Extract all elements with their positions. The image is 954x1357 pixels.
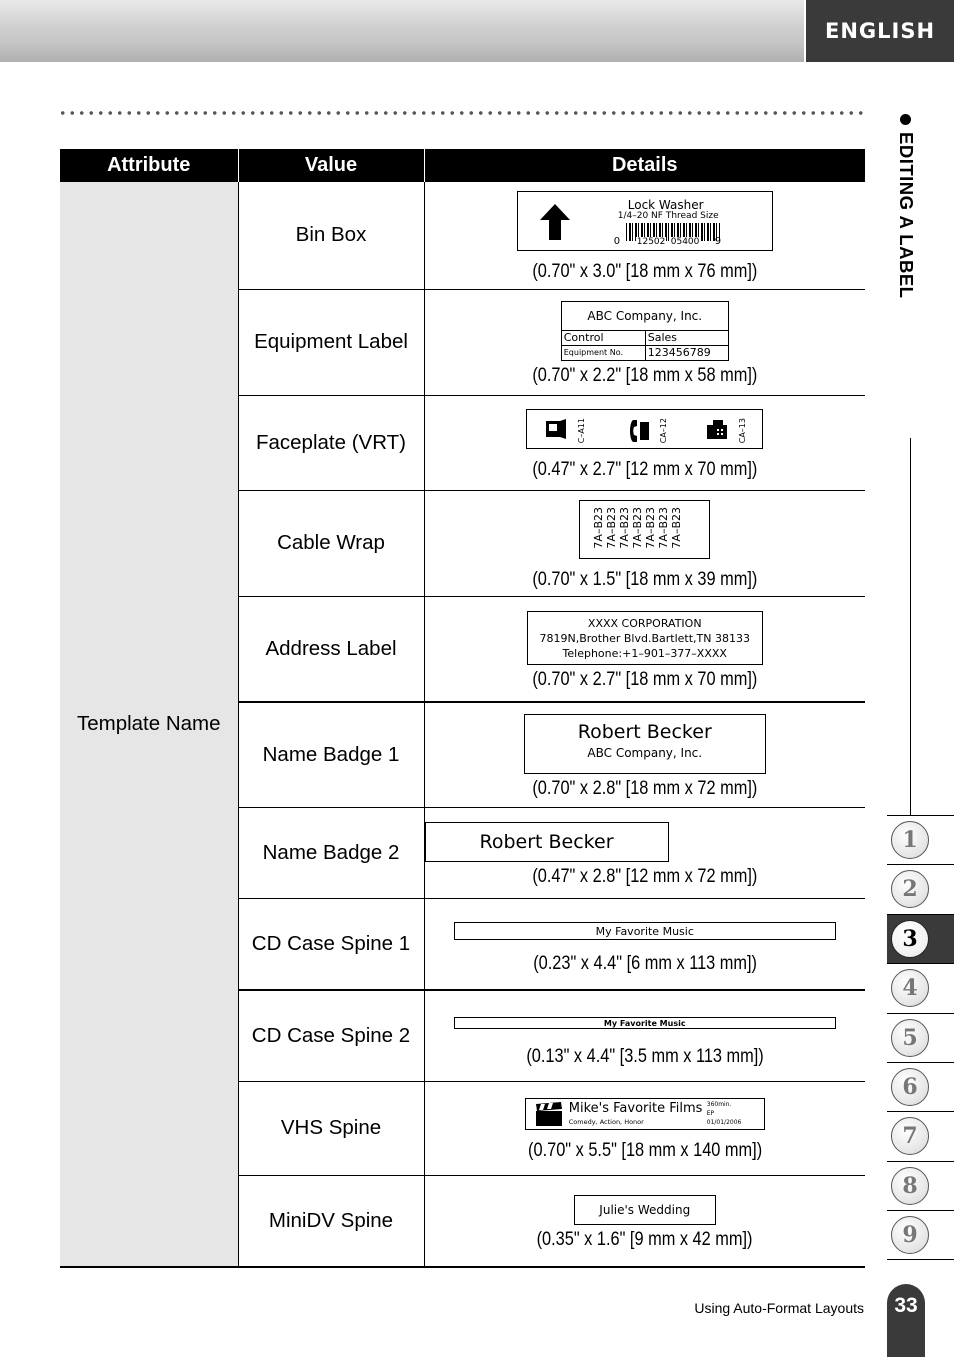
cd-spine-2-sample: My Favorite Music (454, 1017, 836, 1029)
name-badge-1-sample (524, 714, 766, 774)
size-text: (0.23" x 4.4" [6 mm x 113 mm]) (532, 952, 757, 974)
cable-text: 7A–B23 (670, 506, 684, 549)
value-cell: Faceplate (VRT) (238, 395, 424, 490)
value-cell: Address Label (238, 596, 424, 702)
equip-cell: 123456789 (647, 346, 711, 359)
cable-text: 7A–B23 (657, 506, 671, 549)
page-number: 33 (887, 1284, 925, 1357)
vhs-subtitle: Comedy, Action, Honor (568, 1118, 644, 1126)
cd-spine-1-sample: My Favorite Music (454, 922, 836, 940)
details-cell (424, 1175, 865, 1267)
chapter-nav-end (887, 1259, 954, 1260)
barcode-digit: 0 (613, 236, 621, 248)
faceplate-text: CA–13 (738, 417, 748, 443)
equipment-label-sample (561, 301, 729, 361)
chapter-number: 5 (891, 1019, 929, 1057)
section-title: EDITING A LABEL (896, 132, 917, 299)
table-header-row (60, 149, 865, 182)
size-text: (0.47" x 2.7" [12 mm x 70 mm]) (532, 458, 758, 480)
chapter-number: 2 (891, 870, 929, 908)
size-text: (0.70" x 2.2" [18 mm x 58 mm]) (532, 365, 758, 386)
chapter-number: 6 (891, 1068, 929, 1106)
address-line: Telephone:+1–901–377–XXXX (562, 646, 727, 660)
value-cell: Name Badge 1 (238, 702, 424, 807)
cable-text: 7A–B23 (605, 506, 619, 549)
dotted-divider (58, 109, 866, 117)
vhs-meta: EP (706, 1110, 715, 1117)
vhs-title: Mike's Favorite Films (568, 1101, 703, 1116)
minidv-spine-sample: Julie's Wedding (574, 1195, 716, 1225)
value-cell: Name Badge 2 (238, 807, 424, 898)
table-row (60, 182, 865, 289)
chapter-tab-7[interactable] (887, 1111, 954, 1160)
size-text: (0.70" x 2.7" [18 mm x 70 mm]) (532, 668, 758, 690)
chapter-tab-9[interactable] (887, 1210, 954, 1259)
faceplate-text: CA–12 (659, 417, 669, 443)
equip-cell: Equipment No. (562, 346, 646, 361)
chapter-tab-8[interactable] (887, 1161, 954, 1210)
vhs-meta: 360min. (706, 1101, 732, 1108)
chapter-tab-1[interactable] (887, 815, 954, 864)
chapter-number: 1 (891, 821, 929, 859)
fax-icon (705, 419, 729, 441)
chapter-tab-2[interactable] (887, 864, 954, 913)
badge-company: ABC Company, Inc. (587, 745, 703, 760)
address-line: 7819N,Brother Blvd.Bartlett,TN 38133 (539, 631, 750, 645)
details-cell (424, 289, 865, 395)
cable-text: 7A–B23 (592, 506, 606, 549)
value-cell: CD Case Spine 1 (238, 898, 424, 990)
size-text: (0.70" x 2.8" [18 mm x 72 mm]) (532, 777, 758, 799)
computer-icon (545, 419, 567, 439)
clapperboard-icon (535, 1102, 563, 1127)
equip-company: ABC Company, Inc. (562, 302, 728, 331)
cable-text: 7A–B23 (618, 506, 632, 549)
bin-subtitle: 1/4–20 NF Thread Size (617, 211, 719, 222)
value-cell: Cable Wrap (238, 490, 424, 596)
footer-text: Using Auto-Format Layouts (694, 1300, 864, 1316)
size-text: (0.35" x 1.6" [9 mm x 42 mm]) (536, 1228, 753, 1250)
chapter-tab-5[interactable] (887, 1013, 954, 1062)
details-cell (424, 807, 865, 898)
badge-name: Robert Becker (577, 720, 712, 743)
chapter-tab-6[interactable] (887, 1062, 954, 1111)
vhs-spine-sample (525, 1098, 765, 1130)
details-cell (424, 395, 865, 490)
barcode-digits: 05400 (670, 237, 700, 248)
value-cell: Equipment Label (238, 289, 424, 395)
arrow-up-icon (540, 204, 570, 240)
section-rule (910, 438, 911, 815)
size-text: (0.70" x 5.5" [18 mm x 140 mm]) (527, 1140, 762, 1161)
details-cell (424, 182, 865, 289)
header-value: Value (238, 149, 424, 182)
chapter-tab-3[interactable] (887, 914, 954, 963)
size-text: (0.13" x 4.4" [3.5 mm x 113 mm]) (526, 1045, 764, 1067)
bin-title: Lock Washer (627, 198, 704, 213)
section-bullet (900, 114, 911, 125)
details-cell (424, 490, 865, 596)
vhs-meta: 01/01/2006 (706, 1119, 742, 1126)
equip-cell: Control (562, 331, 646, 345)
header-details: Details (424, 149, 865, 182)
size-text: (0.70" x 3.0" [18 mm x 76 mm]) (532, 261, 758, 283)
cable-text: 7A–B23 (644, 506, 658, 549)
equip-cell: Sales (647, 331, 678, 344)
details-cell (424, 596, 865, 702)
chapter-tab-4[interactable] (887, 963, 954, 1012)
size-text: (0.70" x 1.5" [18 mm x 39 mm]) (532, 568, 758, 590)
details-cell (424, 990, 865, 1081)
attribute-cell: Template Name (60, 182, 238, 1267)
barcode-digit: 9 (714, 236, 722, 248)
header-band (0, 0, 804, 62)
name-badge-2-sample: Robert Becker (425, 822, 669, 862)
size-text: (0.47" x 2.8" [12 mm x 72 mm]) (532, 865, 758, 887)
phone-icon (628, 419, 650, 443)
chapter-number: 7 (891, 1117, 929, 1155)
chapter-number: 3 (891, 920, 929, 958)
cable-text: 7A–B23 (631, 506, 645, 549)
header-attribute: Attribute (60, 149, 238, 182)
barcode-digits: 12502 (636, 237, 666, 248)
value-cell: CD Case Spine 2 (238, 990, 424, 1081)
chapter-number: 4 (891, 969, 929, 1007)
language-tab: ENGLISH (806, 0, 954, 62)
cable-wrap-sample (579, 500, 710, 559)
details-cell (424, 898, 865, 990)
faceplate-text: C–A11 (577, 417, 587, 443)
value-cell: Bin Box (238, 182, 424, 289)
chapter-number: 9 (891, 1216, 929, 1254)
template-table (60, 149, 865, 1268)
bin-box-sample (517, 191, 773, 251)
chapter-number: 8 (891, 1167, 929, 1205)
details-cell (424, 702, 865, 807)
value-cell: MiniDV Spine (238, 1175, 424, 1267)
value-cell: VHS Spine (238, 1081, 424, 1175)
faceplate-sample (526, 409, 763, 449)
details-cell (424, 1081, 865, 1175)
address-line: XXXX CORPORATION (587, 616, 702, 630)
address-label-sample (527, 611, 763, 665)
